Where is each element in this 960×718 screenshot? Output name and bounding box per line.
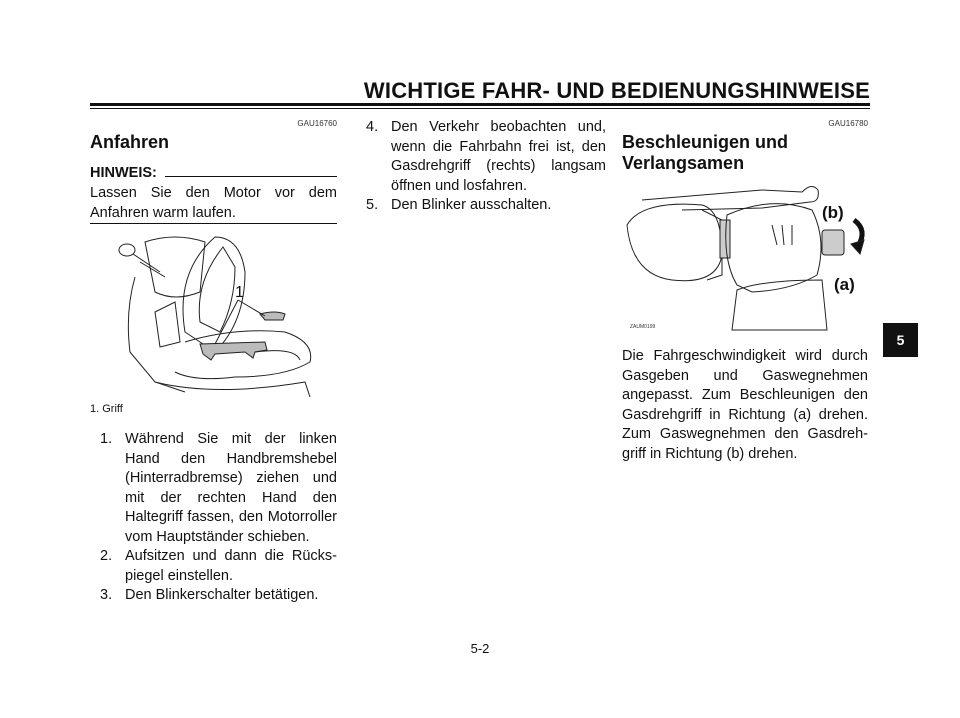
- section-heading: Beschleunigen und Verlangsamen: [622, 132, 789, 173]
- note-header: [90, 165, 337, 181]
- note-text: Lassen Sie den Motor vor dem Anfahren warm laufen.: [90, 185, 337, 221]
- header-rule-thin: [90, 108, 870, 109]
- page-header-title: WICHTIGE FAHR- UND BEDIENUNGSHINWEISE: [363, 78, 870, 103]
- section-code: GAU16780: [828, 119, 868, 128]
- note-end-rule: [90, 223, 337, 224]
- throttle-grip-illustration: [622, 180, 870, 335]
- figure-code: ZAUM0199: [630, 324, 656, 330]
- steps-list-left: [100, 430, 337, 606]
- list-item: 3. Den Blinkerschalter betätigen.: [100, 587, 319, 603]
- list-item: 1. Während Sie mit der linken Hand den Handbremshebel (Hinterradbremse) ziehen und mit der rechten Hand den Haltegriff fassen, den Motorroller vom Hauptständer schieben.: [100, 431, 337, 545]
- page-number: 5-2: [470, 641, 490, 656]
- list-item: 2. Aufsitzen und dann die Rückspiegel einstellen.: [100, 548, 337, 584]
- note-rule: [165, 176, 337, 177]
- steps-list-middle: [366, 118, 606, 216]
- direction-label-a: (a): [834, 275, 855, 294]
- chapter-tab[interactable]: 5: [883, 323, 918, 357]
- right-body-text: Die Fahrgeschwindigkeit wird durch Gasgeben und Gaswegnehmen angepasst. Zum Beschleunigen den Gasdrehgriff in Richtung (a) drehen. Zum Gaswegnehmen den Gasdrehgriff in Richtung (b) drehen.: [622, 348, 868, 462]
- note-label: HINWEIS:: [90, 165, 157, 181]
- section-code: GAU16760: [297, 119, 337, 128]
- list-item: 5. Den Blinker ausschalten.: [366, 197, 552, 213]
- direction-label-b: (b): [822, 203, 844, 222]
- figure-callout: 1: [235, 284, 244, 301]
- figure-caption: 1. Griff: [90, 403, 123, 415]
- list-item: 4. Den Verkehr beobachten und, wenn die Fahrbahn frei ist, den Gasdrehgriff (rechts) langsam öffnen und losfahren.: [366, 119, 606, 194]
- section-heading: Anfahren: [90, 132, 170, 152]
- header-rule-thick: [90, 103, 870, 106]
- scooter-grip-illustration: [115, 232, 325, 397]
